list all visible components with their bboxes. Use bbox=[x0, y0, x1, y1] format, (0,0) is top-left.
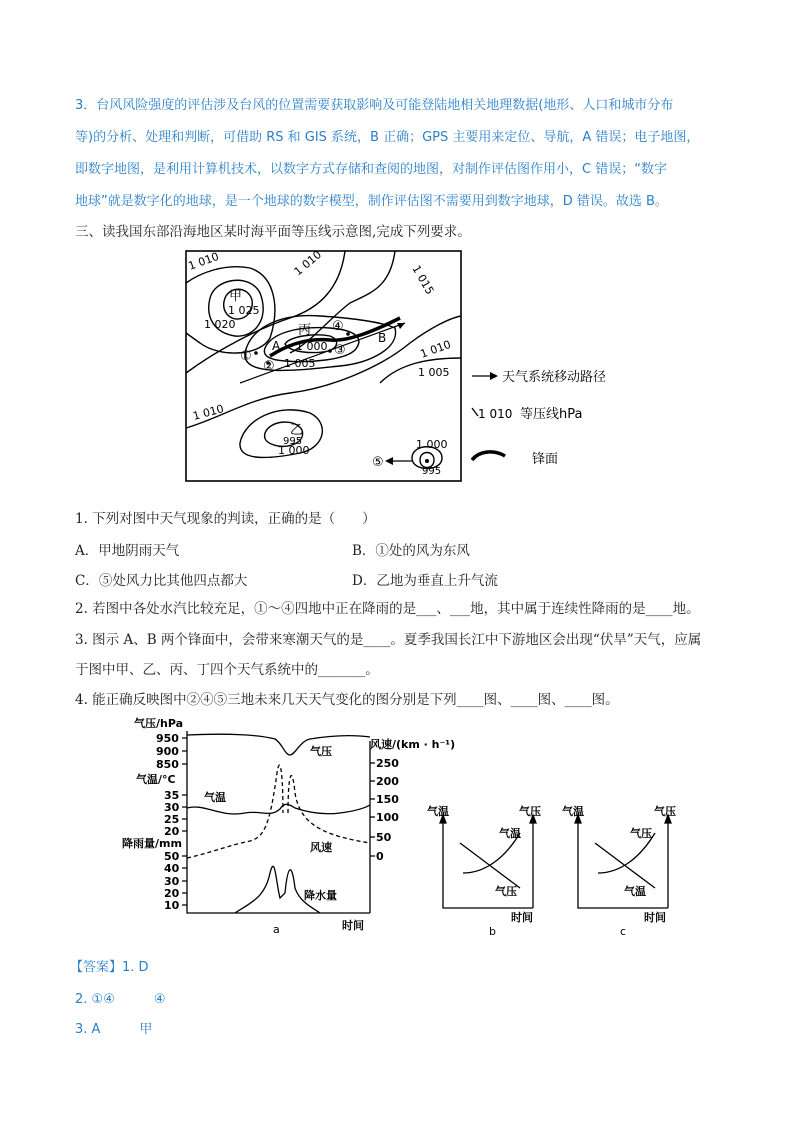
chart-b-ylabel-left: 气温 bbox=[427, 805, 449, 818]
answer-1: 1. D bbox=[122, 960, 149, 975]
section-title: 三、读我国东部沿海地区某时海平面等压线示意图,完成下列要求。 bbox=[75, 224, 471, 240]
chart-c-ylabel-left: 气温 bbox=[562, 805, 584, 818]
chart-a-rain-tick-20: 20 bbox=[164, 887, 180, 900]
isobar-label-995a: 995 bbox=[283, 436, 303, 447]
legend-front-label: 锋面 bbox=[532, 452, 559, 467]
isobar-label-1005a: 1 005 bbox=[284, 357, 316, 370]
map-label-jia: 甲 bbox=[229, 289, 243, 304]
chart-c-x-label: 时间 bbox=[644, 911, 666, 924]
chart-b-ylabel-right: 气压 bbox=[519, 805, 541, 818]
legend-path-label: 天气系统移动路径 bbox=[502, 370, 607, 385]
isobar-label-1000b: 1 000 bbox=[278, 444, 310, 457]
chart-b-curve-1: 气温 bbox=[499, 827, 521, 840]
q2-text: 2. 若图中各处水汽比较充足，①～④四地中正在降雨的是___、___地，其中属于连续性降雨的是____地。 bbox=[75, 601, 700, 617]
chart-a-wind-tick-0: 0 bbox=[376, 850, 384, 863]
chart-a-wind-tick-250: 250 bbox=[376, 757, 399, 770]
isobar-label-1000c: 1 000 bbox=[416, 438, 448, 451]
chart-a bbox=[120, 713, 456, 938]
isobar-label-1020: 1 020 bbox=[204, 318, 236, 331]
map-label-yi: 乙 bbox=[290, 423, 304, 438]
answer-2: 2. ①④ ④ bbox=[75, 992, 166, 1007]
q1-option-a[interactable]: A．甲地阴雨天气 bbox=[75, 543, 180, 559]
isobar-label-1010c: 1 010 bbox=[418, 337, 453, 361]
chart-a-pressure-tick-900: 900 bbox=[156, 745, 179, 758]
chart-a-wind-label: 风速/(km · h⁻¹) bbox=[370, 738, 456, 751]
chart-a-rain-tick-50: 50 bbox=[164, 850, 180, 863]
chart-b-curve-2: 气压 bbox=[495, 885, 517, 898]
q4-text: 4. 能正确反映图中②④⑤三地未来几天天气变化的图分别是下列____图、____图、____图。 bbox=[75, 692, 619, 708]
map-label-A: A bbox=[272, 339, 281, 353]
chart-c-curve-2: 气温 bbox=[624, 885, 646, 898]
chart-a-wind-tick-50: 50 bbox=[376, 831, 392, 844]
chart-b-caption: b bbox=[489, 925, 496, 938]
chart-a-curve-rain: 降水量 bbox=[304, 889, 337, 902]
q1-option-c[interactable]: C．⑤处风力比其他四点都大 bbox=[75, 573, 248, 589]
chart-a-pressure-tick-950: 950 bbox=[156, 732, 179, 745]
chart-c-curve-1: 气压 bbox=[630, 827, 652, 840]
chart-a-pressure-label: 气压/hPa bbox=[134, 717, 184, 730]
chart-b-x-label: 时间 bbox=[511, 911, 533, 924]
q1-stem: 1. 下列对图中天气现象的判读，正确的是（ ） bbox=[75, 511, 376, 527]
isobar-label-1010b: 1 010 bbox=[291, 248, 325, 279]
map-label-B: B bbox=[378, 331, 387, 345]
answer-line-1 bbox=[70, 958, 730, 978]
chart-a-curve-pressure: 气压 bbox=[310, 745, 332, 758]
q3-text-line2: 于图中甲、乙、丙、丁四个天气系统中的_______。 bbox=[75, 662, 379, 678]
chart-c-caption: c bbox=[620, 925, 627, 938]
explanation-line-1: 3．台风风险强度的评估涉及台风的位置需要获取影响及可能登陆地相关地理数据(地形、人口和城市分布 bbox=[75, 98, 674, 113]
map-label-c3: ③ bbox=[334, 343, 346, 358]
chart-a-temp-tick-25: 25 bbox=[164, 813, 180, 826]
isobar-label-1015: 1 015 bbox=[409, 263, 437, 297]
answer-label: 【答案】 bbox=[70, 960, 123, 975]
isobar-label-1010d: 1 010 bbox=[191, 402, 226, 423]
chart-a-temp-tick-35: 35 bbox=[164, 789, 180, 802]
chart-a-rain-tick-40: 40 bbox=[164, 862, 180, 875]
isobar-label-1005b: 1 005 bbox=[418, 366, 450, 379]
map-label-c2: ② bbox=[263, 359, 275, 374]
isobar-label-995b: 995 bbox=[422, 466, 442, 477]
chart-c bbox=[560, 803, 690, 938]
isobar-label-1000a: 1 000 bbox=[296, 340, 328, 353]
map-label-bing: 丙 bbox=[298, 323, 312, 338]
chart-a-caption: a bbox=[273, 923, 280, 936]
isobar-map bbox=[180, 248, 650, 488]
chart-a-pressure-tick-850: 850 bbox=[156, 758, 179, 771]
explanation-line-2: 等)的分析、处理和判断，可借助 RS 和 GIS 系统，B 正确；GPS 主要用来定位、导航，A 错误；电子地图， bbox=[75, 130, 700, 145]
chart-a-wind-tick-150: 150 bbox=[376, 793, 399, 806]
explanation-line-3: 即数字地图，是利用计算机技术，以数字方式存储和查阅的地图，对制作评估图作用小，C 错误；“数字 bbox=[75, 162, 667, 177]
q1-option-d[interactable]: D．乙地为垂直上升气流 bbox=[352, 573, 498, 589]
chart-a-rain-tick-30: 30 bbox=[164, 875, 180, 888]
chart-a-temp-label: 气温/°C bbox=[136, 773, 176, 786]
chart-a-wind-tick-100: 100 bbox=[376, 811, 399, 824]
answer-3: 3. A 甲 bbox=[75, 1022, 153, 1037]
chart-a-temp-tick-30: 30 bbox=[164, 801, 180, 814]
chart-b bbox=[425, 803, 545, 938]
q1-option-b[interactable]: B．①处的风为东风 bbox=[352, 543, 470, 559]
map-label-c4: ④ bbox=[332, 319, 344, 334]
map-legend bbox=[472, 369, 606, 467]
chart-a-temp-tick-20: 20 bbox=[164, 825, 180, 838]
chart-a-curve-temp: 气温 bbox=[204, 791, 226, 804]
map-label-c1: ① bbox=[240, 349, 252, 364]
legend-isobar-sample: 1 010 bbox=[478, 407, 513, 421]
chart-a-wind-tick-200: 200 bbox=[376, 775, 399, 788]
explanation-line-4: 地球”就是数字化的地球，是一个地球的数字模型，制作评估图不需要用到数字地球，D 错误。故选 B。 bbox=[75, 194, 668, 209]
map-label-c5: ⑤ bbox=[372, 455, 384, 470]
q3-text-line1: 3. 图示 A、B 两个锋面中，会带来寒潮天气的是____。夏季我国长江中下游地区会出现“伏旱”天气，应属 bbox=[75, 632, 702, 648]
chart-a-rain-tick-10: 10 bbox=[164, 899, 180, 912]
isobar-label-1010a: 1 010 bbox=[186, 249, 221, 273]
chart-c-ylabel-right: 气压 bbox=[654, 805, 676, 818]
legend-isobar-label: 等压线hPa bbox=[520, 407, 583, 422]
isobar-label-1025: 1 025 bbox=[228, 304, 260, 317]
chart-a-curve-wind: 风速 bbox=[310, 841, 332, 854]
chart-a-x-label: 时间 bbox=[342, 919, 364, 932]
chart-a-rain-label: 降雨量/mm bbox=[122, 837, 182, 850]
